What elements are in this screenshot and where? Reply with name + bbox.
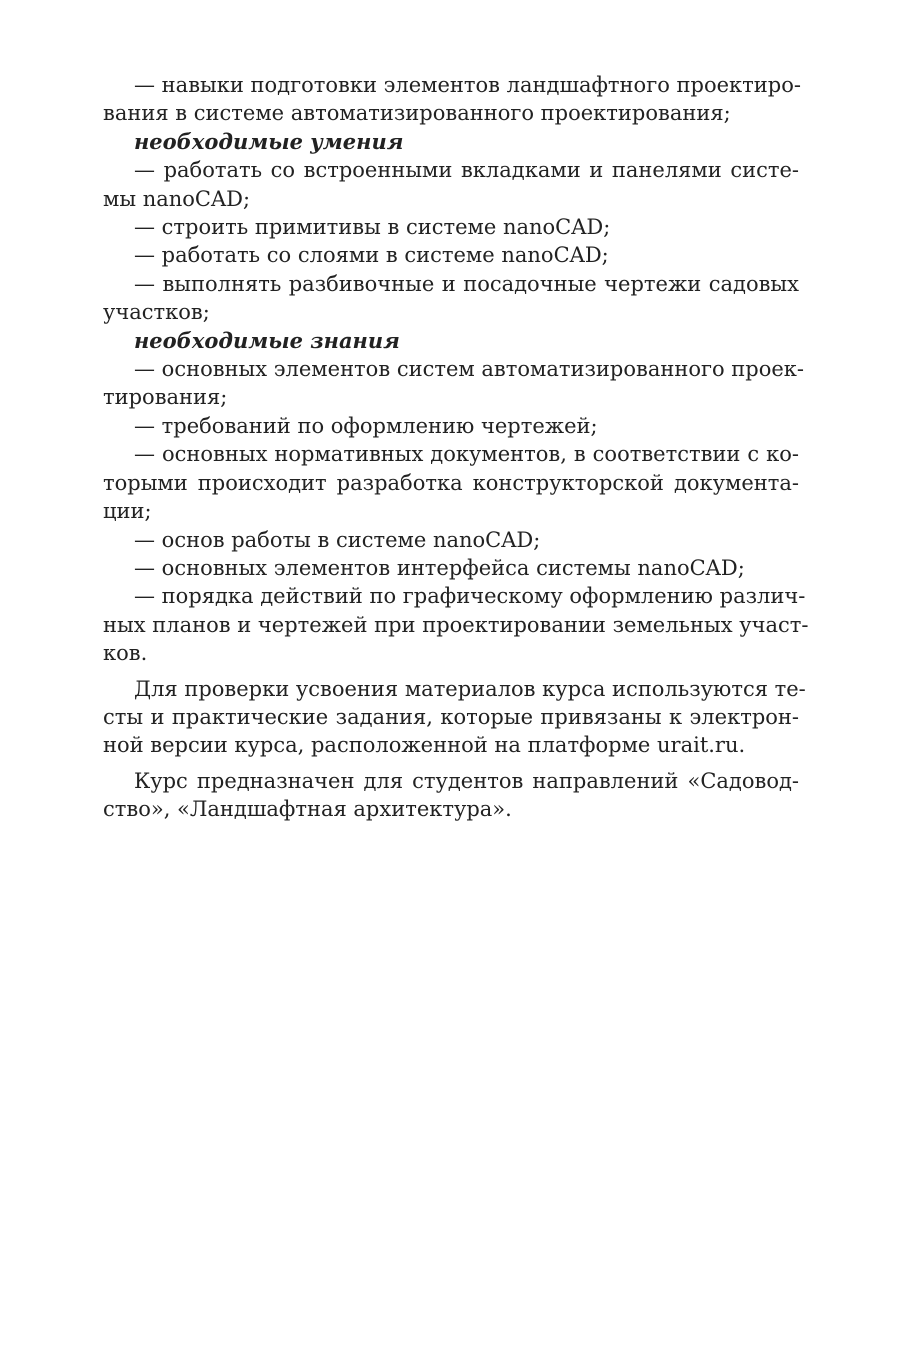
text-line: ных планов и чертежей при проектировании земельных участ- — [103, 612, 809, 637]
section-heading-skills: необходимые умения — [134, 128, 404, 154]
text-line: — требований по оформлению чертежей; — [134, 413, 598, 438]
text-line: — основных элементов интерфейса системы nanoCAD; — [134, 555, 745, 580]
text-line: ков. — [103, 641, 148, 666]
page-body — [103, 71, 809, 824]
section-heading-knowledge: необходимые знания — [134, 327, 400, 353]
text-line: — навыки подготовки элементов ландшафтного проектиро- — [134, 73, 801, 97]
text-line: ство», «Ландшафтная архитектура». — [103, 797, 512, 822]
text-line: — работать со встроенными вкладками и панелями систе- — [134, 158, 799, 183]
text-line: — основных элементов систем автоматизированного проек- — [134, 357, 805, 382]
text-line: мы nanoCAD; — [103, 186, 251, 211]
text-line: Для проверки усвоения материалов курса используются те- — [134, 676, 806, 701]
text-line: — основ работы в системе nanoCAD; — [134, 527, 541, 552]
text-line: вания в системе автоматизированного проектирования; — [103, 101, 731, 126]
text-line: Курс предназначен для студентов направлений «Садовод- — [134, 768, 799, 793]
text-line: сты и практические задания, которые привязаны к электрон- — [103, 704, 799, 729]
text-line: тирования; — [103, 385, 228, 410]
text-line: — порядка действий по графическому оформлению различ- — [134, 584, 806, 609]
text-line: — основных нормативных документов, в соответствии с ко- — [134, 442, 799, 467]
text-line: ной версии курса, расположенной на платформе urait.ru. — [103, 733, 746, 758]
text-line: участков; — [103, 300, 210, 325]
text-line: торыми происходит разработка конструкторской документа- — [103, 470, 799, 495]
paragraph-gap — [103, 668, 799, 675]
paragraph-gap — [103, 760, 799, 767]
text-line: — строить примитивы в системе nanoCAD; — [134, 215, 611, 240]
text-line: ции; — [103, 499, 152, 524]
text-line: — выполнять разбивочные и посадочные чертежи садовых — [134, 271, 799, 296]
text-line: — работать со слоями в системе nanoCAD; — [134, 243, 609, 268]
